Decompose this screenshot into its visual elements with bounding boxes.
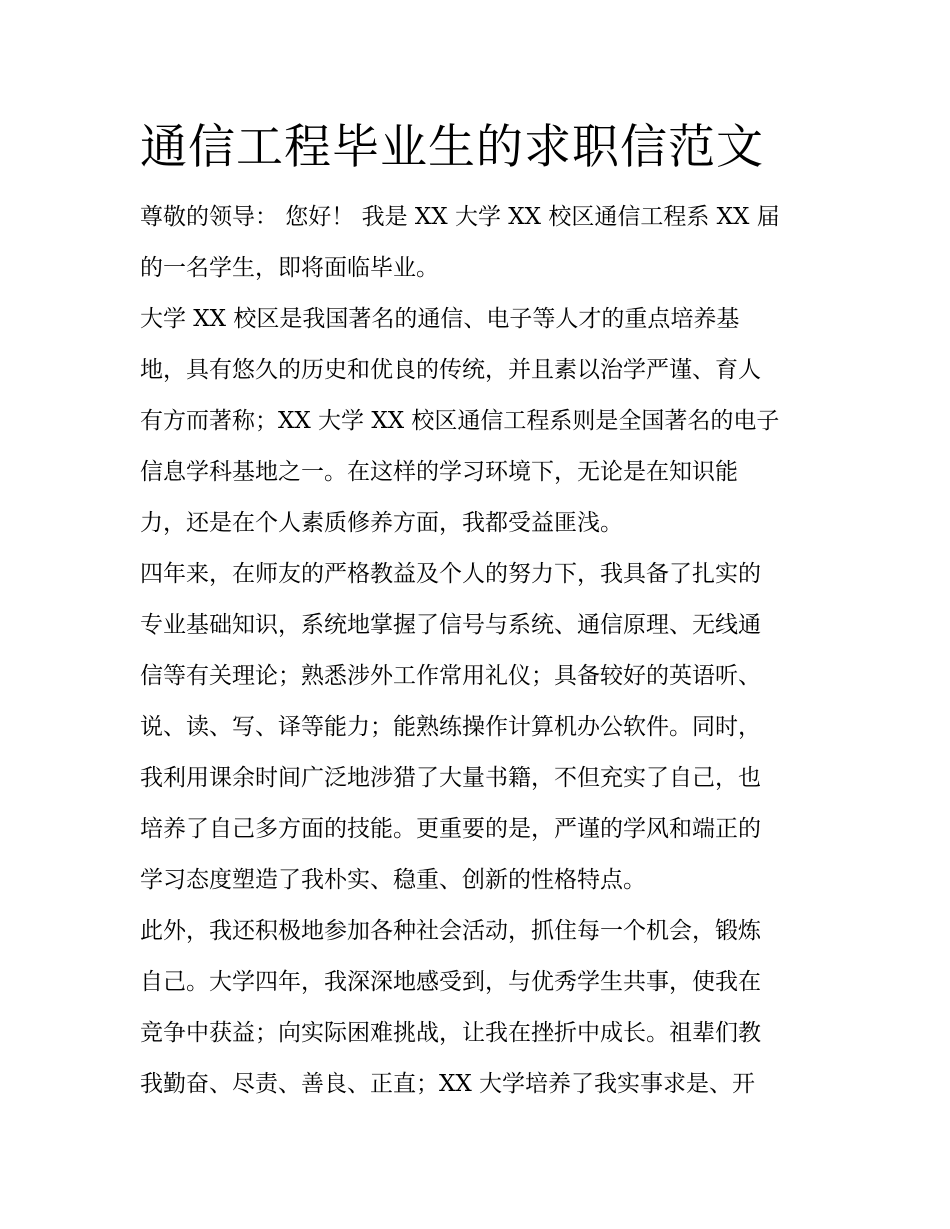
text-line: 地，具有悠久的历史和优良的传统，并且素以治学严谨、育人 xyxy=(140,357,761,383)
text-line: 培养了自己多方面的技能。更重要的是，严谨的学风和端正的 xyxy=(140,816,761,842)
text-line: 信息学科基地之一。在这样的学习环境下，无论是在知识能 xyxy=(140,459,738,485)
text-line: 竞争中获益；向实际困难挑战，让我在挫折中成长。祖辈们教 xyxy=(140,1020,761,1046)
text-line: 说、读、写、译等能力；能熟练操作计算机办公软件。同时， xyxy=(140,714,761,740)
paragraph-school-intro xyxy=(140,294,812,549)
document-title: 通信工程毕业生的求职信范文 xyxy=(140,120,764,175)
text-line: 此外，我还积极地参加各种社会活动，抓住每一个机会，锻炼 xyxy=(140,918,761,944)
text-line: 我利用课余时间广泛地涉猎了大量书籍，不但充实了自己，也 xyxy=(140,765,761,791)
document-page xyxy=(140,118,812,1110)
text-line: 四年来，在师友的严格教益及个人的努力下，我具备了扎实的 xyxy=(140,561,761,587)
paragraph-greeting xyxy=(140,192,812,294)
text-line: 力，还是在个人素质修养方面，我都受益匪浅。 xyxy=(140,510,623,536)
text-line: 自己。大学四年，我深深地感受到，与优秀学生共事，使我在 xyxy=(140,969,761,995)
text-line: 的一名学生，即将面临毕业。 xyxy=(140,255,439,281)
text-line: 专业基础知识，系统地掌握了信号与系统、通信原理、无线通 xyxy=(140,612,761,638)
text-line: 信等有关理论；熟悉涉外工作常用礼仪；具备较好的英语听、 xyxy=(140,663,761,689)
text-line: 尊敬的领导： 您好！ 我是 XX 大学 XX 校区通信工程系 XX 届 xyxy=(140,204,780,230)
text-line: 学习态度塑造了我朴实、稳重、创新的性格特点。 xyxy=(140,867,646,893)
paragraph-skills xyxy=(140,549,812,906)
text-line: 有方而著称；XX 大学 XX 校区通信工程系则是全国著名的电子 xyxy=(140,408,780,434)
text-line: 我勤奋、尽责、善良、正直；XX 大学培养了我实事求是、开 xyxy=(140,1071,756,1097)
text-line: 大学 XX 校区是我国著名的通信、电子等人才的重点培养基 xyxy=(140,306,740,332)
paragraph-activities xyxy=(140,906,812,1110)
